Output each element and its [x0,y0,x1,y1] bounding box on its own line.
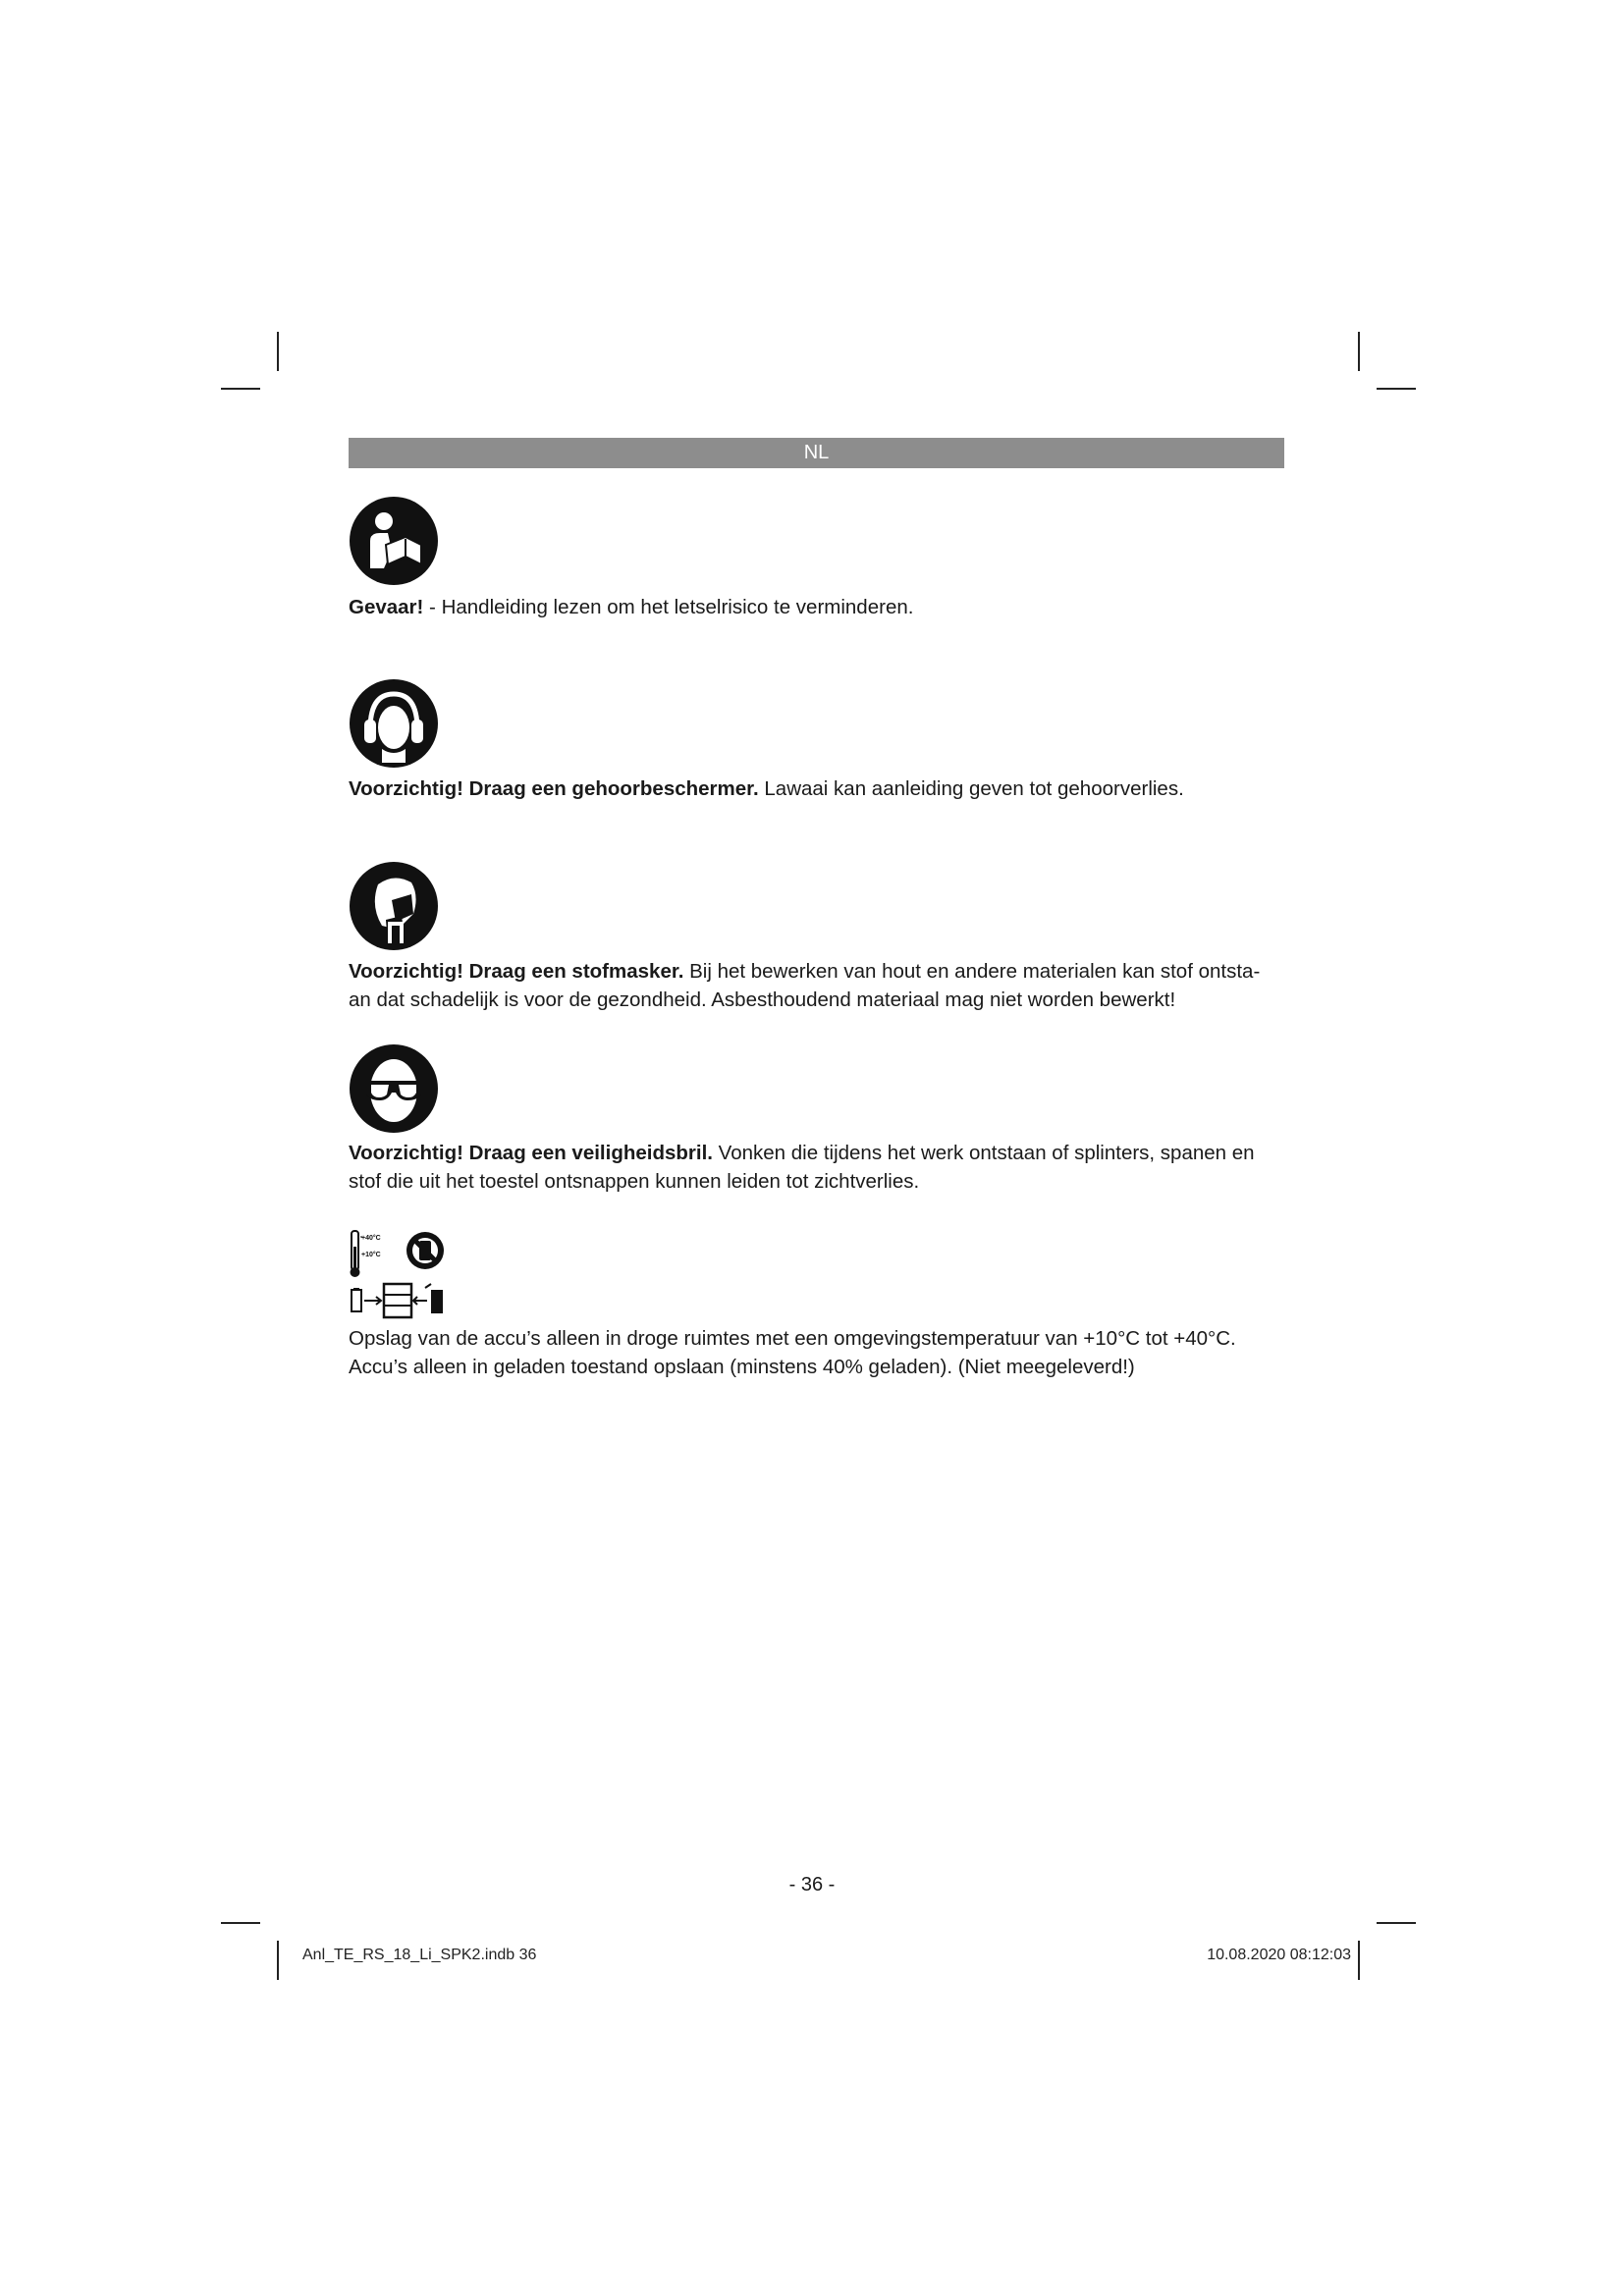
warning-safety-goggles [349,1139,1291,1196]
safety-goggles-icon [349,1043,439,1134]
timestamp: 10.08.2020 08:12:03 [1207,1947,1351,1963]
crop-mark [277,1941,279,1980]
crop-mark [1358,1941,1360,1980]
warning-title: Voorzichtig! Draag een gehoorbeschermer. [349,777,759,800]
crop-mark [277,332,279,371]
crop-mark [221,388,260,390]
storage-line-2: Accu’s alleen in geladen toestand opslaan (minstens 40% geladen). (Niet meegeleverd!) [349,1356,1135,1378]
warning-title: Gevaar! [349,596,424,618]
warning-text: Bij het bewerken van hout en andere materialen kan stof ontsta- [683,960,1261,983]
temp-low-label: +10°C [361,1252,381,1258]
temp-high-label: +40°C [361,1235,381,1242]
warning-text: stof die uit het toestel ontsnappen kunnen leiden tot zichtverlies. [349,1170,920,1193]
warning-hearing-protection [349,774,1291,803]
warning-title: Voorzichtig! Draag een veiligheidsbril. [349,1142,713,1164]
crop-mark [1377,388,1416,390]
file-name: Anl_TE_RS_18_Li_SPK2.indb 36 [302,1947,537,1963]
warning-text: - Handleiding lezen om het letselrisico te verminderen. [423,596,914,618]
warning-title: Voorzichtig! Draag een stofmasker. [349,960,684,983]
warning-text: Vonken die tijdens het werk ontstaan of splinters, spanen en [712,1142,1255,1164]
page-number: - 36 - [788,1874,836,1896]
storage-instructions [349,1324,1291,1381]
storage-line-1: Opslag van de accu’s alleen in droge ruimtes met een omgevingstemperatuur van +10°C tot +40°C. [349,1327,1236,1350]
crop-mark [1377,1922,1416,1924]
hearing-protection-icon [349,678,439,769]
language-header: NL [349,438,1284,468]
warning-read-manual [349,593,1291,621]
crop-mark [221,1922,260,1924]
warning-text: an dat schadelijk is voor de gezondheid. Asbesthoudend materiaal mag niet worden bewerkt! [349,988,1176,1011]
crop-mark [1358,332,1360,371]
warning-dust-mask [349,957,1291,1014]
dust-mask-icon [349,861,439,951]
battery-storage-icon [349,1229,457,1319]
read-manual-icon [349,496,439,586]
warning-text: Lawaai kan aanleiding geven tot gehoorverlies. [758,777,1184,800]
